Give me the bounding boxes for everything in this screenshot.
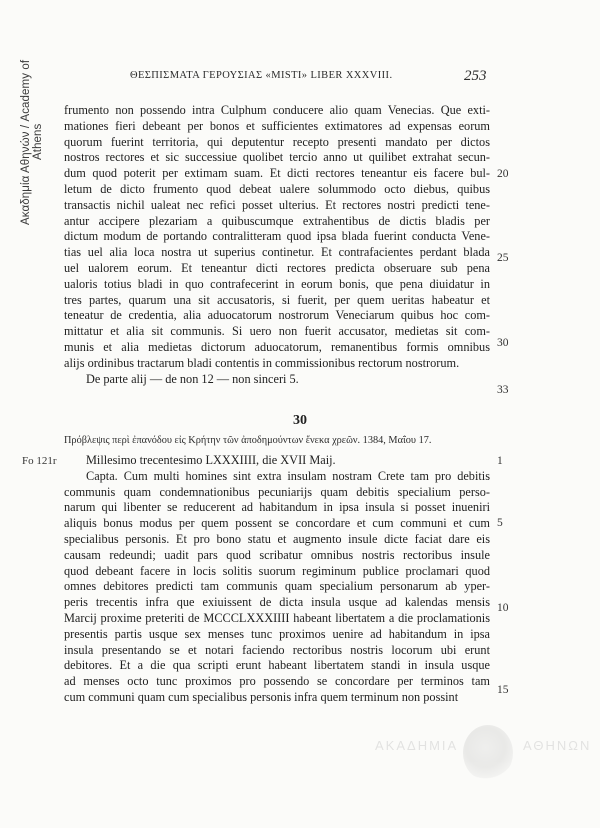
text-line: nostros rectores et sic successiue quolibet tercio anno ut quilibet extrahat secun-: [64, 150, 490, 165]
text-line: omnes debitores predicti tam communis quam specialium personarum ab yper-: [64, 579, 490, 594]
text-line: tres partes, quarum una sit accusatoris, si fuerit, per quem ueritas habeatur et: [64, 292, 490, 307]
text-line: Capta. Cum multi homines sint extra insulam nostram Crete tam pro debitis: [86, 468, 490, 483]
text-line: ad menses octo tunc proximos pro possendo se concordare per terminos tam: [64, 674, 490, 689]
text-line: debitores. Et a die qua scripti erunt habeant libertatem standi in insula usque: [64, 658, 490, 673]
text-line: insula presentando se et notari faciendo rectoribus nostris locorum ubi erunt: [64, 642, 490, 657]
margin-line-number: 15: [497, 684, 509, 696]
margin-line-number: 1: [497, 455, 503, 467]
text-line: presentis partis usque sex menses tunc proximos uenire ad habitandum in ipsa: [64, 626, 490, 641]
text-line: communis quam condemnationibus pecuniarijs quam debitis specialium perso-: [64, 484, 490, 499]
continued-text-block: [64, 103, 490, 387]
running-title: ΘΕΣΠΙΣΜΑΤΑ ΓΕΡΟΥΣΙΑΣ «MISTI» LIBER XXXVIII.: [130, 70, 393, 81]
margin-line-number: 33: [497, 384, 509, 396]
text-line: dictum modum de portando contralitteram quod ipsa blada fuerint conducta Vene-: [64, 229, 490, 244]
text-line: munis et alia medietas dictorum aduocatorum, remanentibus formis omnibus: [64, 339, 490, 354]
watermark-seal-icon: [463, 725, 513, 781]
text-line: tias uel alia loca nostra ut superius continetur. Et contrafacientes perdant blada: [64, 245, 490, 260]
document-regest: Πρόβλεψις περὶ ἐπανόδου εἰς Κρήτην τῶν ἀποδημούντων ἕνεκα χρεῶν. 1384, Μαΐου 17.: [64, 435, 432, 446]
text-line: letum de dicto frumento quod debeat ualere solummodo octo diebus, quibus: [64, 181, 490, 196]
text-line: alijs ordinibus tractarum bladi contentis in commissionibus rectorum nostrorum.: [64, 355, 460, 370]
text-line: teneatur de credentia, alia aduocatorum nostrorum Veneciarum quibus hoc com-: [64, 308, 490, 323]
margin-line-number: 10: [497, 602, 509, 614]
watermark-left-text: ΑΚΑΔΗΜΙΑ: [375, 738, 459, 753]
text-line: dum quod poterit per extimam suam. Et dicti rectores teneantur eis facere bul-: [64, 166, 490, 181]
text-line: antur accipere plezariam a quibuscumque extrahentibus de dictis bladis per: [64, 213, 490, 228]
margin-line-number: 30: [497, 337, 509, 349]
margin-line-number: 25: [497, 252, 509, 264]
folio-reference: Fo 121r: [22, 455, 57, 467]
text-line: uel ualorem eorum. Et teneantur dicti rectores predicta obseruare sub pena: [64, 260, 490, 275]
document-number: 30: [293, 413, 307, 428]
page-number: 253: [464, 68, 487, 84]
text-line: causam redeundi; uadit pars quod scribatur omnibus nostris rectoribus insule: [64, 547, 490, 562]
archive-stamp: Ακαδημία Αθηνών / Academy of Athens: [20, 59, 44, 225]
text-line: ualoris totius bladi in quo contrafecerint in eorum bonis, que pena diuidatur in: [64, 276, 490, 291]
text-line: quod debeant facere in locis solitis suorum regiminum publice proclamari quod: [64, 563, 490, 578]
text-line: mationes fieri debeant per bonos et sufficientes extimatores ad expensas eorum: [64, 118, 490, 133]
text-line: quorum fuerint territoria, qui deputentur recepto presenti mandato per dictos: [64, 134, 490, 149]
text-line: cum communi quam cum specialibus personis infra quem terminum non possint: [64, 689, 459, 704]
text-line: frumento non possendo intra Culphum conducere alio quam Venecias. Que exti-: [64, 103, 490, 117]
watermark-right-text: ΑΘΗΝΩΝ: [523, 738, 592, 753]
text-line: aliquis bonus modus per quem possent se concordare et cum communi et cum: [64, 516, 490, 531]
text-line: narum qui libenter se reducerent ad habitandum in ipsa insula si posset inueniri: [64, 500, 490, 515]
document-text-block: [64, 453, 490, 706]
text-line: mittatur et alia sit communis. Si uero non fuerit accusator, medietas sit com-: [64, 324, 490, 339]
margin-line-number: 5: [497, 517, 503, 529]
text-line: Millesimo trecentesimo LXXXIIII, die XVII Maij.: [86, 453, 336, 467]
text-line: peris trecentis infra que exiuissent de dicta insula usque ad kalendas mensis: [64, 595, 490, 610]
text-line: Marcij proxime preteriti de MCCCLXXXIIII habeant libertatem a die proclamationis: [64, 610, 490, 625]
text-line: transactis nichil ualeat nec refici posset ulterius. Et rectores nostri predicti tene-: [64, 197, 490, 212]
text-line: De parte alij — de non 12 — non sinceri 5.: [86, 371, 299, 386]
academy-watermark: [375, 725, 592, 785]
margin-line-number: 20: [497, 168, 509, 180]
text-line: specialibus personis. Et pro bono statu et augmento insule dicte faciat dare eis: [64, 531, 490, 546]
